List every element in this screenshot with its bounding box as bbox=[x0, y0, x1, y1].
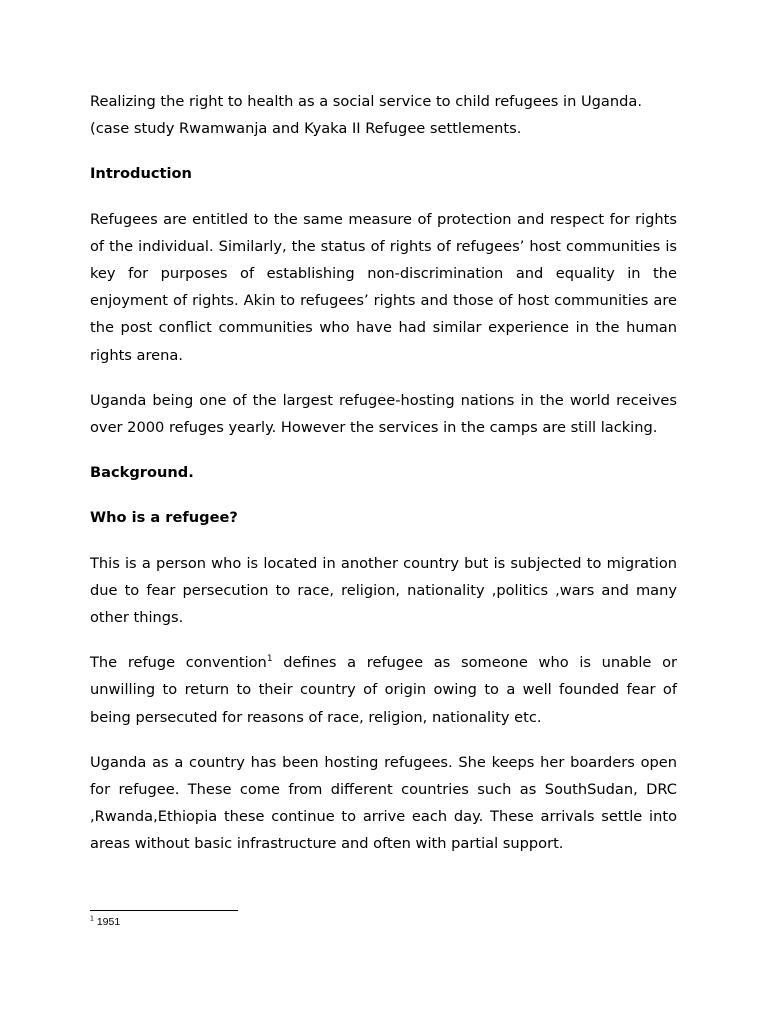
uganda-paragraph: Uganda as a country has been hosting refugees. She keeps her boarders open for refugee. These come from different countries such as SouthSudan, DRC ,Rwanda,Ethiopia these continue to arrive each day. These arrivals settle into areas without basic infrastructure and often with partial support. bbox=[90, 753, 677, 853]
introduction-heading: Introduction bbox=[90, 165, 192, 183]
document-body bbox=[90, 88, 677, 876]
convention-paragraph bbox=[90, 649, 677, 731]
footnote-1 bbox=[90, 914, 120, 930]
intro-paragraph-1: Refugees are entitled to the same measure of protection and respect for rights of the individual. Similarly, the status of rights of refugees’ host communities is key for purposes of establishing non-discrimination and equality in the enjoyment of rights. Akin to refugees’ rights and those of host communities are the post conflict communities who have had similar experience in the human rights arena. bbox=[90, 210, 677, 364]
intro-paragraph-2: Uganda being one of the largest refugee-hosting nations in the world receives over 2000 refuges yearly. However the services in the camps are still lacking. bbox=[90, 391, 677, 437]
footnote-reference[interactable]: 1 bbox=[266, 654, 273, 665]
background-heading: Background. bbox=[90, 464, 194, 482]
convention-text-start: The refuge convention bbox=[90, 654, 267, 672]
who-is-refugee-heading: Who is a refugee? bbox=[90, 509, 238, 527]
title-line-1: Realizing the right to health as a social service to child refugees in Uganda. bbox=[90, 93, 642, 110]
footnote-separator bbox=[90, 910, 238, 911]
title-line-2: (case study Rwamwanja and Kyaka II Refugee settlements. bbox=[90, 120, 522, 138]
document-title bbox=[90, 88, 677, 142]
footnote-text: 1951 bbox=[96, 916, 121, 928]
convention-text-end: defines a refugee as someone who is unable or unwilling to return to their country of origin owing to a well founded fear of being persecuted for reasons of race, religion, nationality etc. bbox=[90, 654, 677, 726]
footnote-number: 1 bbox=[90, 915, 94, 923]
definition-paragraph: This is a person who is located in another country but is subjected to migration due to fear persecution to race, religion, nationality ,politics ,wars and many other things. bbox=[90, 554, 677, 627]
